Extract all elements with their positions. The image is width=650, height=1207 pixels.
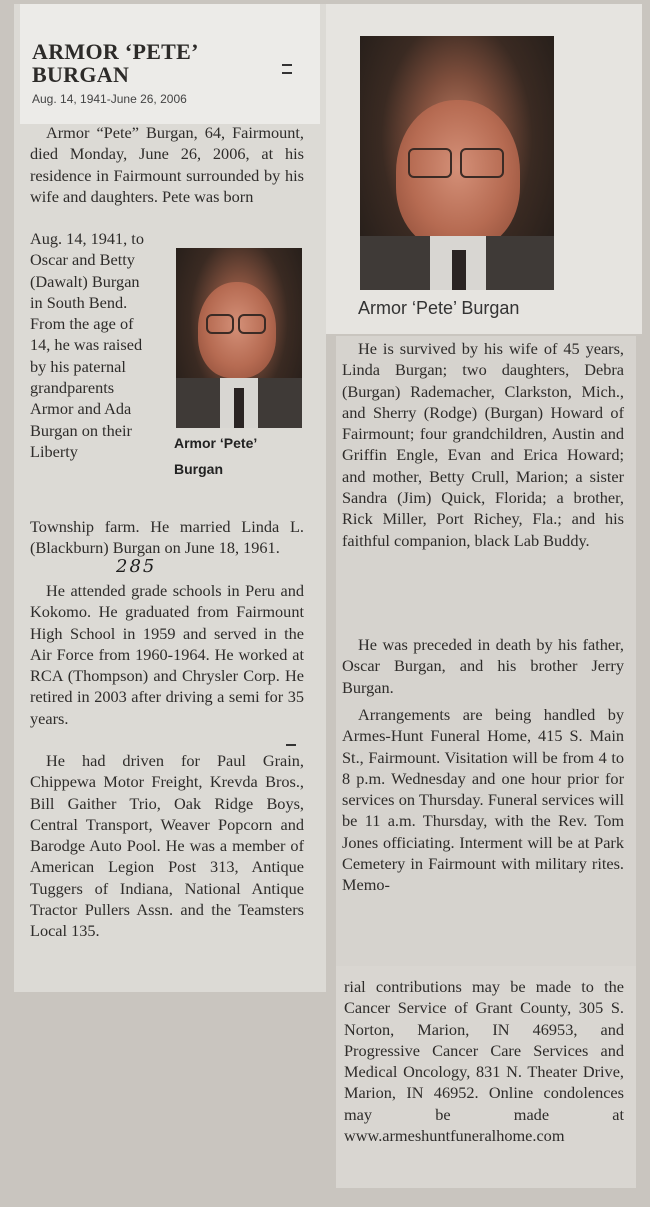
margin-mark — [282, 72, 292, 74]
margin-mark — [286, 744, 296, 746]
life-dates: Aug. 14, 1941-June 26, 2006 — [32, 92, 187, 106]
intro-paragraph-top: Armor “Pete” Burgan, 64, Fairmount, died Monday, June 26, 2006, at his residence in Fairmount surrounded by his wife and daughters. Pete was born — [30, 123, 304, 206]
large-photo-caption: Armor ‘Pete’ Burgan — [358, 298, 520, 318]
large-portrait-photo — [360, 36, 554, 290]
survivors-paragraph: He is survived by his wife of 45 years, Linda Burgan; two daughters, Debra (Burgan) Rademacher, Clarkston, Mich., and Sherry (Rodge) (Burgan) Howard of Fairmount; four grandchildren, Austin and Griffin Engle, Evan and Erica Howard; and mother, Betty Crull, Marion; a sister Sandra (Jim) Quick, Florida; a brother, Rick Miller, Port Richey, Fla.; and his faithful companion, black Lab Buddy. — [342, 339, 624, 550]
obituary-headline: ARMOR ‘PETE’ BURGAN — [32, 39, 198, 87]
education-paragraph: He attended grade schools in Peru and Kokomo. He graduated from Fairmount High School in 1959 and served in the Air Force from 1960-1964. He worked at RCA (Thompson) and Chrysler Corp. He retired in 2003 after driving a semi for 35 years. — [30, 581, 304, 728]
small-portrait-photo — [176, 248, 302, 428]
small-photo-caption: Armor ‘Pete’ Burgan — [174, 435, 257, 477]
career-paragraph: He had driven for Paul Grain, Chippewa Motor Freight, Krevda Bros., Bill Gaither Trio, Oak Ridge Boys, Central Transport, Weaver Popcorn and Barodge Auto Pool. He was a member of American Legion Post 313, Antique Tuggers of Indiana, National Antique Tractor Pullers Assn. and the Teamsters Local 135. — [30, 751, 304, 941]
intro-paragraph-narrow: Aug. 14, 1941, to Oscar and Betty (Dawalt) Burgan in South Bend. From the age of 14, he was raised by his paternal grandparents Armor and Ada Burgan on their Liberty — [30, 229, 144, 461]
handwritten-note: 285 — [116, 556, 157, 577]
arrangements-paragraph: Arrangements are being handled by Armes-Hunt Funeral Home, 415 S. Main St., Fairmount. Visitation will be from 4 to 8 p.m. Wednesday and one hour prior for services on Thursday. Funeral services will be 11 a.m. Thursday, with the Rev. Tom Jones officiating. Interment will be at Park Cemetery in Fairmount with military rites. Memo- — [342, 705, 624, 895]
memorial-paragraph: rial contributions may be made to the Cancer Service of Grant County, 305 S. Norton, Marion, IN 46953, and Progressive Cancer Care Services and Medical Oncology, 831 N. Theater Drive, Marion, IN 46952. Online condolences may be made at www.armeshuntfuneralhome.com — [344, 977, 624, 1146]
intro-paragraph-bottom: Township farm. He married Linda L. (Blackburn) Burgan on June 18, 1961. — [30, 517, 304, 558]
preceded-paragraph: He was preceded in death by his father, Oscar Burgan, and his brother Jerry Burgan. — [342, 635, 624, 697]
margin-mark — [282, 64, 292, 66]
